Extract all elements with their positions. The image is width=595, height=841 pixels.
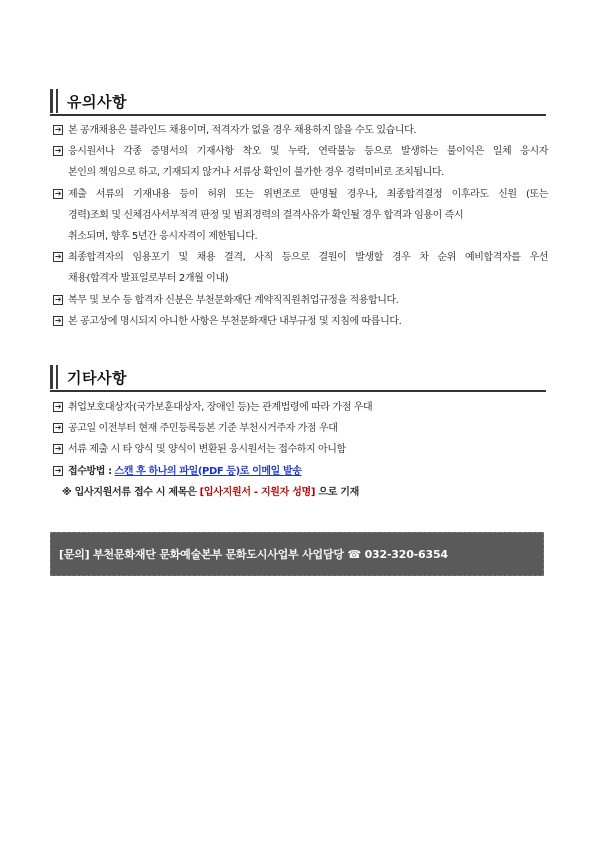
list-item [53,311,548,332]
list-item-text: 채용(합격자 발표일로부터 2개월 이내) [68,273,229,285]
arrow-box-icon: ➔ [54,444,62,454]
header-bar-thin [56,89,58,113]
section-header-notes [50,89,127,113]
header-bar [50,89,53,113]
list-item [53,439,548,460]
list-item-text: 복무 및 보수 등 합격자 신분은 부천문화재단 계약직직원취업규정을 적용합니다. [68,294,399,306]
list-item [53,120,548,141]
list-item-text: 서류 제출 시 타 양식 및 양식이 변환된 응시원서는 접수하지 아니함 [68,444,346,456]
list-item [53,141,548,162]
submission-method [53,461,548,482]
list-item-text: 본 공개채용은 블라인드 채용이며, 적격자가 없을 경우 채용하지 않을 수도 있습니다. [68,125,417,136]
list-item-continuation [53,226,548,247]
subject-note [62,483,359,498]
method-label: 접수방법 : [68,465,112,477]
list-item [53,184,548,205]
arrow-box-icon: ➔ [54,465,62,475]
list-item-continuation [53,162,548,183]
note-prefix: ※ 입사지원서류 접수 시 제목은 [62,487,197,498]
note-suffix: 으로 기재 [318,487,360,498]
section-header-other [50,365,127,389]
list-item-text: 최종합격자의 임용포기 및 채용 결격, 사직 등으로 결원이 발생할 경우 차 순위 예비합격자를 우선 [68,252,548,264]
arrow-box-icon: ➔ [54,146,62,156]
other-list [53,397,548,482]
arrow-box-icon: ➔ [54,315,62,325]
list-item-continuation [53,205,548,226]
note-highlight: [입사지원서 - 지원자 성명] [199,487,316,498]
list-item-text: 공고일 이전부터 현재 주민등록등본 기준 부천시거주자 가점 우대 [68,423,338,435]
list-item-text: 제출 서류의 기재내용 등이 허위 또는 위변조로 판명될 경우나, 최종합격결정 이후라도 신원 (또는 [68,188,548,200]
list-item [53,247,548,268]
contact-box [50,532,544,576]
list-item [53,418,548,439]
arrow-box-icon: ➔ [54,294,62,304]
list-item-text: 경력)조회 및 신체검사서부적격 판정 및 범죄경력의 결격사유가 확인될 경우 합격과 임용이 즉시 [68,209,464,221]
notes-list [53,120,548,332]
list-item-text: 본 공고상에 명시되지 아니한 사항은 부천문화재단 내부규정 및 지침에 따릅니다. [68,315,402,327]
method-value: 스캔 후 하나의 파일(PDF 등)로 이메일 발송 [114,465,302,477]
list-item [53,290,548,311]
header-bar [50,365,53,389]
arrow-box-icon: ➔ [54,188,62,198]
section-divider [50,390,546,392]
contact-text: [문의] 부천문화재단 문화예술본부 문화도시사업부 사업담당 ☎ 032-320-6354 [59,548,448,561]
list-item-text: 취소되며, 향후 5년간 응시자격이 제한됩니다. [68,230,258,242]
list-item-text: 취업보호대상자(국가보훈대상자, 장애인 등)는 관계법령에 따라 가점 우대 [68,402,373,413]
arrow-box-icon: ➔ [54,402,62,411]
list-item-text: 응시원서나 각종 증명서의 기재사항 착오 및 누락, 연락불능 등으로 발생하는 불이익은 일체 응시자 [68,146,548,158]
list-item-text: 본인의 책임으로 하고, 기재되지 않거나 서류상 확인이 불가한 경우 경력미비로 조치됩니다. [68,167,444,179]
arrow-box-icon: ➔ [54,423,62,433]
section-title: 유의사항 [67,92,127,111]
arrow-box-icon: ➔ [54,125,62,134]
header-bar-thin [56,365,58,389]
list-item-continuation [53,268,548,289]
arrow-box-icon: ➔ [54,252,62,262]
section-title: 기타사항 [67,368,127,387]
section-divider [50,114,546,116]
list-item [53,397,548,418]
